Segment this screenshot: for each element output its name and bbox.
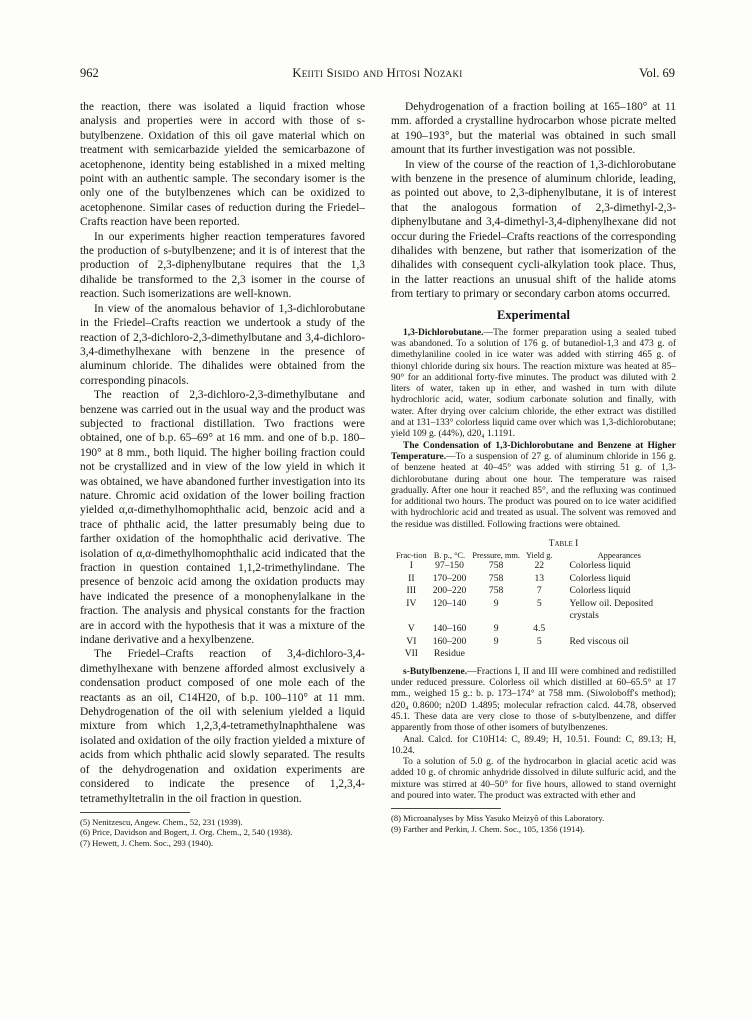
paragraph: The reaction of 2,3-dichloro-2,3-dimethylbutane and benzene was carried out in the usual way and the product was subjected to fractional distillation. Two fractions were obtained, one of b.p. 65–69° at 16 mm. and one of b.p. 180–190° at 8 mm., both liquid. The higher boiling fraction could not be crystallized and in view of the low yield in which it was obtained, we have abandoned further investigation into its nature. Chromic acid oxidation of the lower boiling fraction yielded α,α-dimethylhomophthalic acid, benzoic acid and a trace of phthalic acid, the latter presumably being due to farther oxidation of the homophthalic acid derivative. The isolation of α,α-dimethylhomophthalic acid indicated that the fraction in question contained 1,1,2-trimethylindane. The presence of benzoic acid among the oxidation products may have indicated the presence of a monophenylalkane in the fraction. The analysis and physical constants for the fraction are in accord with the hypothesis that it was a mixture of the indane derivative and a hexylbenzene. xyxy=(80,389,366,647)
table-cell: Red viscous oil xyxy=(569,635,629,647)
column-header: Yield g. xyxy=(525,551,553,561)
table-cell xyxy=(556,623,657,636)
table-row xyxy=(393,573,656,586)
table-caption: Table I xyxy=(548,539,579,550)
table-row xyxy=(393,623,656,636)
left-column xyxy=(80,100,365,848)
table-cell: Colorless liquid xyxy=(569,560,631,572)
paragraph: In our experiments higher reaction temperatures favored the production of s-butylbenzene; and it is of interest that the production of 2,3-diphenylbutane requires that the 1,3 dihalide be transformed to the 2,3 isomer in the course of reaction. Such isomerizations are well-known. xyxy=(80,230,365,301)
page-number: 962 xyxy=(80,66,99,80)
table-row xyxy=(393,636,656,649)
table-cell: Colorless liquid xyxy=(569,572,631,584)
paragraph-text: —The former preparation using a sealed tubed was abandoned. To a solution of 176 g. of butanediol-1,3 and 473 g. of dimethylaniline cooled in ice water was added with stirring 465 g. of thionyl chloride during six hours. The reaction mixture was heated at 85–90° for an additional forty-five minutes. The product was diluted with 2 liters of water, taken up in ether, and washed in turn with dilute hydrochloric acid, water, sodium carbonate solution and finally, with water. After drying over calcium chloride, the ether extract was distilled and at 131–133° colorless liquid came over which was 1,3-dichlorobutane; yield 109 g. (44%), d20₄ 1.1191. xyxy=(391,327,676,440)
running-authors: Keiiti Sisido and Hitosi Nozaki xyxy=(292,66,463,80)
run-in-heading: s-Butylbenzene. xyxy=(403,666,468,677)
table-cell: Yellow oil. Deposited xyxy=(569,597,654,609)
table-cell: 5 xyxy=(536,597,542,609)
experimental-paragraph: To a solution of 5.0 g. of the hydrocarbon in glacial acetic acid was added 10 g. of chromic anhydride dissolved in dilute sulfuric acid, and the mixture was stirred at 40–50° for five hours, allowed to stand overnight and poured into water. The product was extracted with ether and xyxy=(391,757,676,802)
footnote-divider xyxy=(391,808,501,809)
table-row xyxy=(393,610,656,623)
table-cell xyxy=(430,610,470,623)
table-header-row xyxy=(393,551,656,560)
table-cell: II xyxy=(408,572,415,584)
column-header: Pressure, mm. xyxy=(472,551,520,561)
table-cell: III xyxy=(406,585,417,597)
paragraph-text: —Fractions I, II and III were combined and redistilled under reduced pressure. Colorless oil which distilled at 60–65.5° at 17 mm., weighed 15 g.: b. p. 173–174° at 758 mm. (Siwoloboff's method); d20₄ 0.8600; n20D 1.4895; molecular refraction calcd. 44.78, observed 45.1. These data are very close to those of s-butylbenzene, and differ apparently from those of other isomers of butylbenzenes. xyxy=(391,666,676,734)
table-cell xyxy=(523,610,556,623)
table-row xyxy=(393,598,656,611)
table-cell: 5 xyxy=(536,635,542,647)
table-cell: 170–200 xyxy=(432,572,467,584)
column-header: Frac-tion xyxy=(396,551,427,561)
table-cell: 140–160 xyxy=(432,623,467,634)
table-cell: I xyxy=(409,560,413,572)
table-cell: 9 xyxy=(493,635,499,647)
footnote: (6) Price, Davidson and Bogert, J. Org. Chem., 2, 540 (1938). xyxy=(80,827,293,838)
right-column xyxy=(391,100,676,834)
footnotes xyxy=(391,813,676,834)
experimental-paragraph xyxy=(391,667,676,735)
table-cell xyxy=(469,610,523,623)
paragraph: the reaction, there was isolated a liquid fraction whose analysis and properties were in accord with those of s-butylbenzene. Oxidation of this oil gave material which on treatment with semicarbazide yielded the semicarbazone of acetophenone, identity being established in a mixed melting point with an authentic sample. The secondary isomer is the only one of the butylbenzenes which can be oxidized to acetophenone. Similar cases of reduction during the Friedel–Crafts reaction have been reported. xyxy=(80,101,365,229)
table-cell: 120–140 xyxy=(432,597,467,609)
column-header: B. p., °C. xyxy=(433,551,466,561)
table-cell: crystals xyxy=(569,610,599,622)
table-cell: 13 xyxy=(534,572,545,584)
paragraph: Dehydrogenation of a fraction boiling at 165–180° at 11 mm. afforded a crystalline hydrocarbon whose picrate melted at 190–193°, but the material was obtained in such small amount that its further investigation was not possible. xyxy=(391,101,676,157)
table-cell: VI xyxy=(406,635,417,647)
footnote: (9) Farther and Perkin, J. Chem. Soc., 105, 1356 (1914). xyxy=(391,823,585,834)
volume-label: Vol. 69 xyxy=(639,66,675,80)
footnote: (8) Microanalyses by Miss Yasuko Meizyô of this Laboratory. xyxy=(391,813,605,824)
table-cell: Residue xyxy=(434,648,465,660)
paragraph: The Friedel–Crafts reaction of 3,4-dichloro-3,4-dimethylhexane with benzene afforded almost exclusively a condensation product composed of one mole each of the reactants as an oil, C14H20, of b.p. 100–110° at 11 mm. Dehydrogenation of the oil with selenium yielded a liquid mixture from which 1,2,3,4-tetramethylnaphthalene was isolated and oxidation of the oily fraction yielded a mixture of acids from which phthalic acid slowly separated. The results of the dehydrogenation and oxidation experiments are considered to indicate the presence of 1,2,3,4-tetramethyltetralin in the oil fraction in question. xyxy=(80,648,365,805)
table-cell: 200–220 xyxy=(432,585,467,597)
footnotes xyxy=(80,817,365,849)
table-cell: 97–150 xyxy=(435,560,464,572)
table-cell xyxy=(556,648,657,661)
table-row xyxy=(393,648,656,661)
table-cell xyxy=(393,610,430,623)
run-in-heading: The Condensation of 1,3-Dichlorobutane and Benzene at Higher Temperature. xyxy=(391,440,676,462)
column-header: Appearances xyxy=(597,551,641,561)
section-heading: Experimental xyxy=(497,307,570,322)
footnote-divider xyxy=(80,812,190,813)
table-cell: Colorless liquid xyxy=(569,585,631,597)
table-cell: 9 xyxy=(493,597,499,609)
table-cell: V xyxy=(407,623,415,634)
table-cell: 9 xyxy=(493,623,499,634)
experimental-paragraph xyxy=(391,328,676,441)
table-row xyxy=(393,560,656,573)
table-cell: 160–200 xyxy=(432,635,467,647)
footnote: (5) Nenitzescu, Angew. Chem., 52, 231 (1939). xyxy=(80,816,243,827)
paragraph: In view of the anomalous behavior of 1,3-dichlorobutane in the Friedel–Crafts reaction we undertook a study of the reaction of 2,3-dichloro-2,3-dimethylbutane and 3,4-dichloro-3,4-dimethylhexane with benzene in the presence of aluminum chloride. The dihalides were obtained from the corresponding pinacols. xyxy=(80,302,365,387)
table-cell: IV xyxy=(406,597,417,609)
table-cell: 758 xyxy=(488,560,504,572)
footnote: (7) Hewett, J. Chem. Soc., 293 (1940). xyxy=(80,837,214,848)
fractions-table xyxy=(393,551,656,661)
experimental-paragraph xyxy=(391,441,676,531)
run-in-heading: 1,3-Dichlorobutane. xyxy=(403,327,484,338)
paragraph: In view of the course of the reaction of 1,3-dichlorobutane with benzene in the presence of aluminum chloride, leading, as pointed out above, to 2,3-diphenylbutane, it is of interest that the analogous formation of 2,3-dimethyl-2,3-diphenylbutane and 3,4-dimethyl-3,4-diphenylhexane did not occur during the Friedel–Crafts reactions of the corresponding dihalides with benzene, but rather that isomerization of the dihalides with consequent cycli-alkylation took place. Thus, in the latter reactions an unusual shift of the halide atoms from tertiary to primary or secondary carbon atoms occurred. xyxy=(391,158,676,301)
table-cell: 758 xyxy=(488,572,504,584)
table-cell: 7 xyxy=(536,585,542,597)
table-cell: VII xyxy=(404,648,419,660)
table-row xyxy=(393,585,656,598)
table-cell xyxy=(469,648,523,661)
table-cell: 758 xyxy=(488,585,504,597)
table-cell: 22 xyxy=(534,560,545,572)
analysis-line: Anal. Calcd. for C10H14: C, 89.49; H, 10.51. Found: C, 89.13; H, 10.24. xyxy=(391,734,676,756)
table-cell xyxy=(523,648,556,661)
table-cell: 4.5 xyxy=(533,623,546,634)
paragraph-text: —To a suspension of 27 g. of aluminum chloride in 156 g. of benzene heated at 40–45° was added with stirring 51 g. of 1,3-dichlorobutane during about one hour. The temperature was raised gradually. After one hour it reached 85°, and the refluxing was continued for additional two hours. The product was poured on to ice water acidified with hydrochloric acid and treated as usual. The solvent was removed and the residue was distilled. Following fractions were obtained. xyxy=(391,451,676,530)
